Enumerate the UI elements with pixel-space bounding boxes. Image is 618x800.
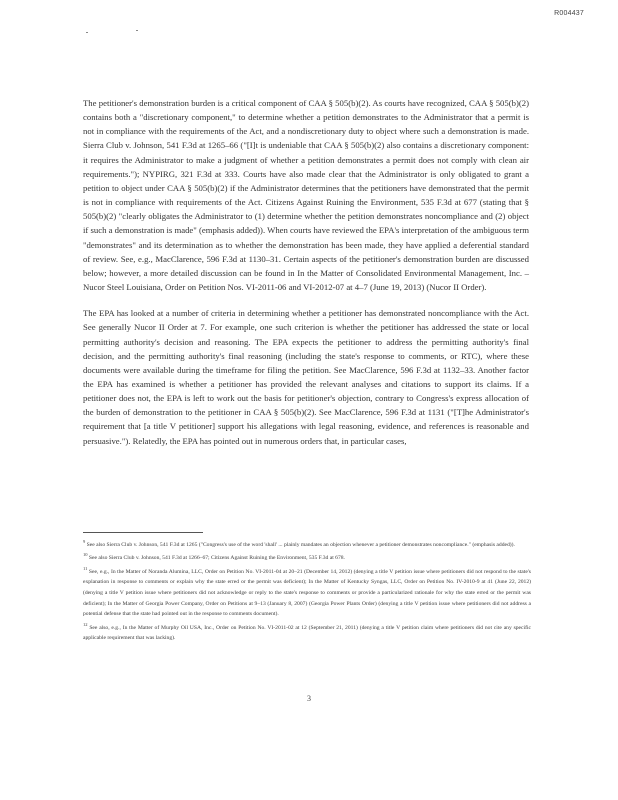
footnote (83, 537, 531, 550)
footnote-number: 11 (83, 565, 88, 571)
footnote (83, 550, 531, 563)
scan-speck (136, 30, 138, 31)
main-body-text (83, 96, 529, 448)
footnotes (83, 537, 531, 644)
footnote (83, 564, 531, 620)
footnote-text: See also Sierra Club v. Johnson, 541 F.3d at 1265 ("Congress's use of the word 'shall' ... plainly mandates an objection whenever a petitioner demonstrates noncompliance." (emphasis added)). (86, 541, 515, 548)
footnote-text: See, e.g., In the Matter of Noranda Alumina, LLC, Order on Petition No. VI-2011-04 at 20–21 (December 14, 2012) (denying a title V petition issue where petitioners did not respond to the state's explanation in response to comments or explain why the state erred or the permit was deficient); In the Matter of Kentucky Syngas, LLC, Order on Petition No. IV-2010-9 at 41 (June 22, 2012) (denying a title V petition issue where petitioners did not acknowledge or reply to the state's response to comments or provide a particularized rationale for why the state erred or the permit was deficient); In the Matter of Georgia Power Company, Order on Petitions at 9–13 (January 8, 2007) (Georgia Power Plants Order) (denying a title V petition issue where petitioners did not address a potential defense that the state had pointed out in the response to comments document). (83, 568, 531, 618)
footnote-text: See also, e.g., In the Matter of Murphy Oil USA, Inc., Order on Petition No. VI-2011-02 at 12 (September 21, 2011) (denying a title V petition claim where petitioners did not cite any specific applicable requirement that was lacking). (83, 624, 531, 642)
paragraph-demonstration-burden: The petitioner's demonstration burden is a critical component of CAA § 505(b)(2). As courts have recognized, CAA § 505(b)(2) contains both a "discretionary component," to determine whether a petition demonstrates to the Administrator that a permit is not in compliance with the requirements of the Act, and a nondiscretionary duty to object where such a demonstration is made. Sierra Club v. Johnson, 541 F.3d at 1265–66 ("[I]t is undeniable that CAA § 505(b)(2) also contains a discretionary component: it requires the Administrator to make a judgment of whether a petition demonstrates a permit does not comply with clean air requirements."); NYPIRG, 321 F.3d at 333. Courts have also made clear that the Administrator is only obligated to grant a petition to object under CAA § 505(b)(2) if the Administrator determines that the petitioners have demonstrated that the permit is not in compliance with requirements of the Act. Citizens Against Ruining the Environment, 535 F.3d at 677 (stating that § 505(b)(2) "clearly obligates the Administrator to (1) determine whether the petition demonstrates noncompliance and (2) object if such a demonstration is made" (emphasis added)). When courts have reviewed the EPA's interpretation of the ambiguous term "demonstrates" and its determination as to whether the demonstration has been made, they have applied a deferential standard of review. See, e.g., MacClarence, 596 F.3d at 1130–31. Certain aspects of the petitioner's demonstration burden are discussed below; however, a more detailed discussion can be found in In the Matter of Consolidated Environmental Management, Inc. – Nucor Steel Louisiana, Order on Petition Nos. VI-2011-06 and VI-2012-07 at 4–7 (June 19, 2013) (Nucor II Order). (83, 98, 529, 293)
footnote-number: 9 (83, 539, 86, 544)
footnote-number: 12 (83, 621, 88, 627)
document-id-stamp: R004437 (554, 10, 584, 17)
footnote-separator (83, 532, 203, 533)
paragraph-criteria: The EPA has looked at a number of criteria in determining whether a petitioner has demonstrated noncompliance with the Act. See generally Nucor II Order at 7. For example, one such criterion is whether the petitioner has addressed the state or local permitting authority's decision and reasoning. The EPA expects the petitioner to address the permitting authority's final decision, and the permitting authority's final reasoning (including the state's response to comments, or RTC), where these documents were available during the timeframe for filing the petition. See MacClarence, 596 F.3d at 1132–33. Another factor the EPA has examined is whether a petitioner has provided the relevant analyses and citations to support its claims. If a petitioner does not, the EPA is left to work out the basis for petitioner's objection, contrary to Congress's express allocation of the burden of demonstration to the petitioner in CAA § 505(b)(2). See MacClarence, 596 F.3d at 1131 ("[T]he Administrator's requirement that [a title V petitioner] support his allegations with legal reasoning, evidence, and references is reasonable and persuasive."). Relatedly, the EPA has pointed out in numerous orders that, in particular cases, (83, 308, 529, 446)
scan-speck (86, 32, 88, 33)
page-number: 3 (307, 694, 311, 703)
footnote-number: 10 (83, 552, 88, 558)
footnote (83, 620, 531, 644)
footnote-text: See also Sierra Club v. Johnson, 541 F.3d at 1266–67; Citizens Against Ruining the Environment, 535 F.3d at 678. (88, 555, 345, 562)
